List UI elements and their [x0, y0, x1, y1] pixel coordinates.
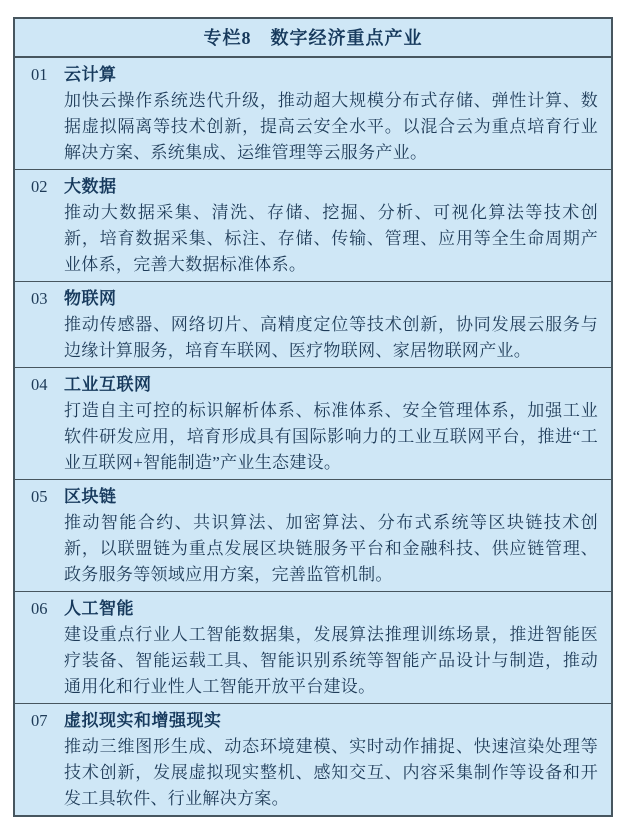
section-number: 03	[31, 289, 48, 308]
section-body: 加快云操作系统迭代升级，推动超大规模分布式存储、弹性计算、数据虚拟隔离等技术创新，提高云安全水平。以混合云为重点培育行业解决方案、系统集成、运维管理等云服务产业。	[64, 91, 598, 162]
section-body: 推动智能合约、共识算法、加密算法、分布式系统等区块链技术创新，以联盟链为重点发展区块链服务平台和金融科技、供应链管理、政务服务等领域应用方案，完善监管机制。	[64, 513, 598, 584]
section-header	[31, 372, 598, 398]
section-row	[15, 169, 611, 281]
section-number: 01	[31, 65, 48, 84]
panel-header	[15, 19, 611, 58]
section-body: 推动大数据采集、清洗、存储、挖掘、分析、可视化算法等技术创新，培育数据采集、标注、存储、传输、管理、应用等全生命周期产业体系，完善大数据标准体系。	[64, 203, 598, 274]
section-number: 04	[31, 375, 48, 394]
info-panel	[13, 17, 613, 817]
section-body: 推动传感器、网络切片、高精度定位等技术创新，协同发展云服务与边缘计算服务，培育车联网、医疗物联网、家居物联网产业。	[64, 315, 598, 360]
sections	[15, 58, 611, 815]
section-number: 02	[31, 177, 48, 196]
section-header	[31, 286, 598, 312]
section-row	[15, 479, 611, 591]
section-body: 建设重点行业人工智能数据集，发展算法推理训练场景，推进智能医疗装备、智能运载工具、智能识别系统等智能产品设计与制造，推动通用化和行业性人工智能开放平台建设。	[64, 625, 598, 696]
section-row	[15, 281, 611, 367]
section-title: 区块链	[64, 487, 117, 506]
section-title: 人工智能	[64, 599, 134, 618]
section-number: 07	[31, 711, 48, 730]
section-title: 云计算	[64, 65, 117, 84]
section-title: 大数据	[64, 177, 117, 196]
section-number: 06	[31, 599, 48, 618]
section-header	[31, 484, 598, 510]
section-title: 虚拟现实和增强现实	[64, 711, 222, 730]
section-header	[31, 62, 598, 88]
section-header	[31, 708, 598, 734]
section-header	[31, 174, 598, 200]
section-row	[15, 591, 611, 703]
section-row	[15, 58, 611, 169]
panel-title: 专栏8 数字经济重点产业	[203, 28, 423, 48]
section-number: 05	[31, 487, 48, 506]
section-title: 物联网	[64, 289, 117, 308]
section-body: 推动三维图形生成、动态环境建模、实时动作捕捉、快速渲染处理等技术创新，发展虚拟现实整机、感知交互、内容采集制作等设备和开发工具软件、行业解决方案。	[64, 737, 598, 808]
section-header	[31, 596, 598, 622]
section-title: 工业互联网	[64, 375, 152, 394]
section-row	[15, 703, 611, 815]
section-body: 打造自主可控的标识解析体系、标准体系、安全管理体系，加强工业软件研发应用，培育形成具有国际影响力的工业互联网平台，推进“工业互联网+智能制造”产业生态建设。	[64, 401, 598, 472]
section-row	[15, 367, 611, 479]
